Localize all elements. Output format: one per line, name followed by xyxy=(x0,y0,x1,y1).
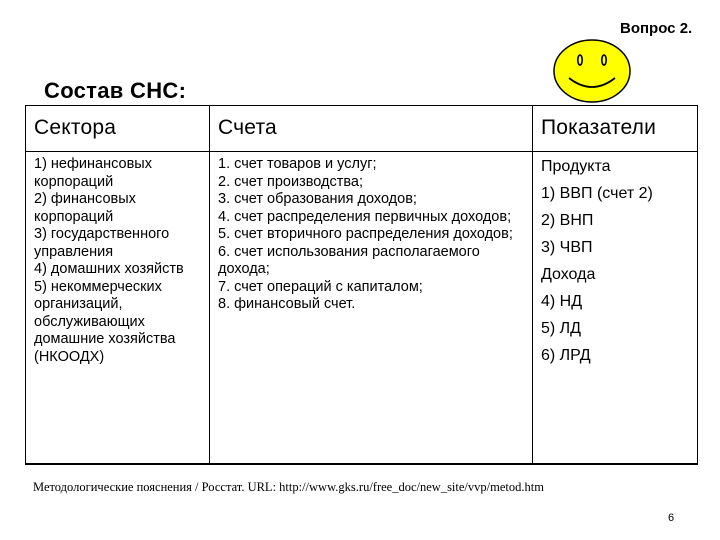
account-item: 3. счет образования доходов; xyxy=(218,191,417,207)
source-footnote: Методологические пояснения / Росстат. URL: http://www.gks.ru/free_doc/new_site/vvp/metod.htm xyxy=(33,480,544,494)
accounts-cell xyxy=(210,152,533,464)
indicator-item: 6) ЛРД xyxy=(541,347,591,364)
header-sectors: Сектора xyxy=(26,106,210,152)
account-item: 4. счет распределения первичных доходов; xyxy=(218,208,512,225)
page-title: Состав СНС: xyxy=(44,78,187,103)
account-item: 6. счет использования располагаемого дохода; xyxy=(218,243,480,277)
account-item: 1. счет товаров и услуг; xyxy=(218,156,377,172)
indicator-group-label: Продукта xyxy=(541,158,611,175)
indicator-item: 2) ВНП xyxy=(541,212,594,229)
question-label: Вопрос 2. xyxy=(620,20,693,37)
sns-composition-table xyxy=(25,105,698,465)
sector-item: 1) нефинансовых корпораций xyxy=(34,156,152,190)
table-row xyxy=(26,152,698,464)
account-item: 2. счет производства; xyxy=(218,173,364,190)
header-indicators: Показатели xyxy=(533,106,698,152)
sector-item: 2) финансовых корпораций xyxy=(34,191,136,225)
account-item: 7. счет операций с капиталом; xyxy=(218,278,423,295)
account-item: 5. счет вторичного распределения доходов; xyxy=(218,226,513,242)
sector-item: 4) домашних хозяйств xyxy=(34,261,184,277)
indicator-item: 4) НД xyxy=(541,293,583,310)
indicator-group-label: Дохода xyxy=(541,266,596,283)
header-accounts: Счета xyxy=(210,106,533,152)
page-number: 6 xyxy=(668,512,675,524)
sectors-cell xyxy=(26,152,210,464)
sector-item: 5) некоммерческих организаций, обслуживающих домашние хозяйства (НКООДХ) xyxy=(34,278,176,365)
sector-item: 3) государственного управления xyxy=(34,226,170,260)
indicators-cell xyxy=(533,152,698,464)
indicator-item: 5) ЛД xyxy=(541,320,582,337)
account-item: 8. финансовый счет. xyxy=(218,296,356,312)
indicator-item: 3) ЧВП xyxy=(541,239,593,256)
indicator-item: 1) ВВП (счет 2) xyxy=(541,185,653,202)
table-header-row xyxy=(26,106,698,152)
smiley-face-icon xyxy=(552,38,632,104)
